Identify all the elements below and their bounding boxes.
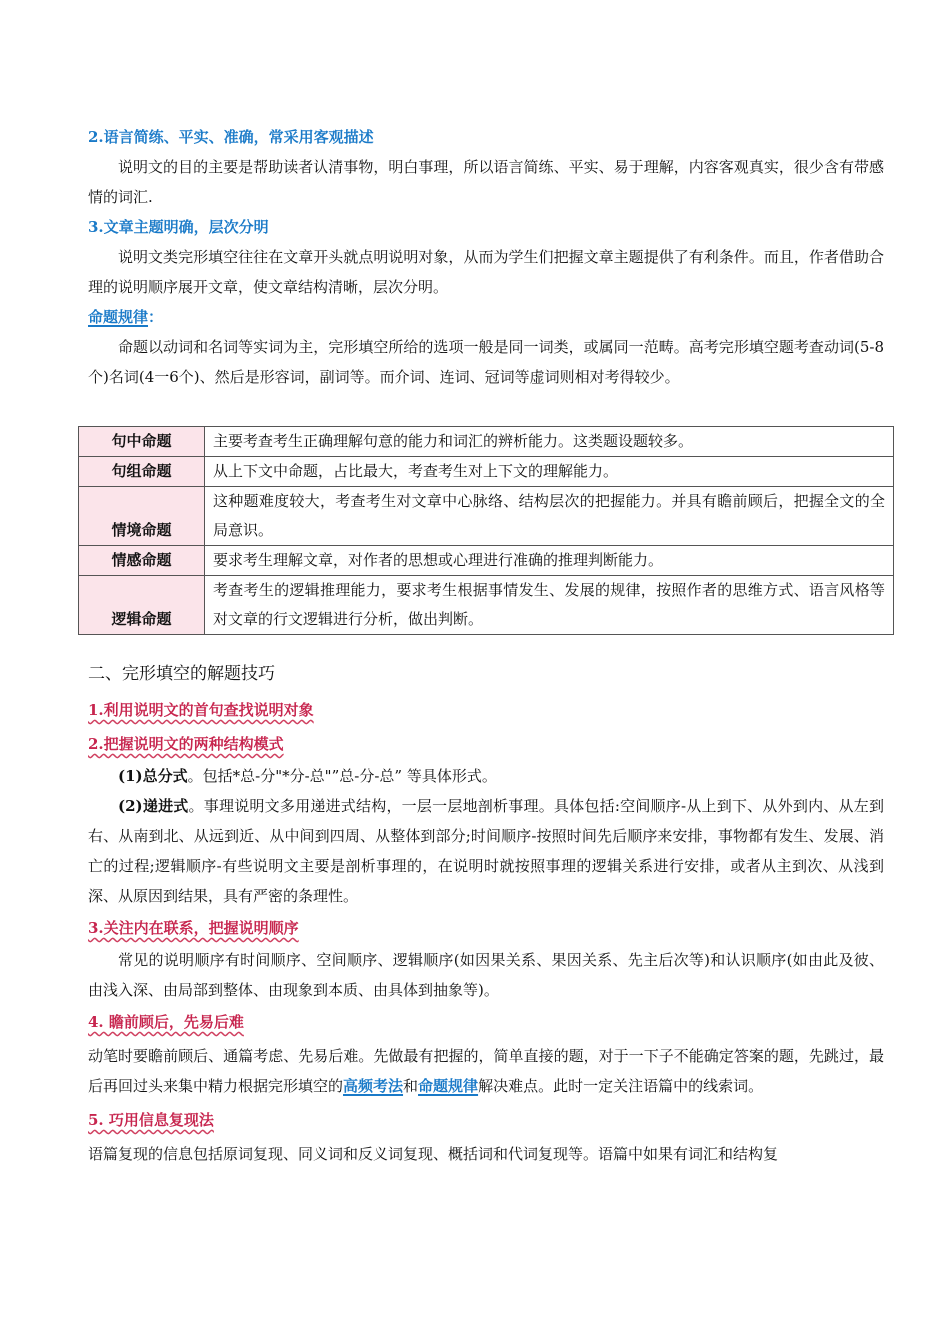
row-label: 情感命题 <box>79 546 205 576</box>
structure-item-2 <box>88 791 884 911</box>
item-1-text: 。包括*总-分"*分-总"”总-分-总” 等具体形式。 <box>187 767 497 785</box>
tip-5-heading: 5. 巧用信息复现法 <box>88 1111 214 1129</box>
item-2-text: 。事理说明文多用递进式结构，一层一层地剖析事理。具体包括:空间顺序-从上到下、从外到内、从左到右、从南到北、从远到近、从中间到四周、从整体到部分;时间顺序-按照时间先后顺序来安排，事物都有发生、发展、消亡的过程;逻辑顺序-有些说明文主要是剖析事理的，在说明时就按照事理的逻辑关系进行安排，或者从主到次、从浅到深、从原因到结果，具有严密的条理性。 <box>88 797 884 905</box>
heading-language-concise: 2.语言简练、平实、准确，常采用客观描述 <box>88 128 374 146</box>
table-row <box>79 457 894 487</box>
rule-heading-row <box>88 302 884 332</box>
tip-4-heading: 4. 瞻前顾后，先易后难 <box>88 1013 244 1031</box>
heading-theme-clear: 3.文章主题明确，层次分明 <box>88 218 269 236</box>
table-row <box>79 487 894 546</box>
link-rules[interactable]: 命题规律 <box>418 1077 479 1095</box>
strategy-text-a: 动笔时要瞻前顾后、通篇考虑、先易后难。先做最有把握的，简单直接的题，对于一下子不能确定答案的题，先跳过，最后再回过头来集中精力根据完形填空的 <box>88 1047 884 1095</box>
paragraph-strategy <box>88 1041 884 1101</box>
tip-1-heading: 1.利用说明文的首句查找说明对象 <box>88 701 314 719</box>
row-label: 句组命题 <box>79 457 205 487</box>
table-row <box>79 546 894 576</box>
row-desc: 这种题难度较大，考查考生对文章中心脉络、结构层次的把握能力。并具有瞻前顾后，把握全文的全局意识。 <box>205 487 894 546</box>
tip-3-heading: 3.关注内在联系，把握说明顺序 <box>88 919 299 937</box>
paragraph-theme: 说明文类完形填空往往在文章开头就点明说明对象，从而为学生们把握文章主题提供了有利条件。而且，作者借助合理的说明顺序展开文章，使文章结构清晰，层次分明。 <box>88 248 884 296</box>
table-row <box>79 576 894 635</box>
paragraph-recurrence: 语篇复现的信息包括原词复现、同义词和反义词复现、概括词和代词复现等。语篇中如果有词汇和结构复 <box>88 1145 779 1163</box>
row-label: 句中命题 <box>79 427 205 457</box>
paragraph-rule: 命题以动词和名词等实词为主，完形填空所给的选项一般是同一词类，或属同一范畴。高考完形填空题考查动词(5-8个)名词(4一6个)、然后是形容词，副词等。而介词、连词、冠词等虚词则相对考得较少。 <box>88 338 884 386</box>
row-desc: 考查考生的逻辑推理能力，要求考生根据事情发生、发展的规律，按照作者的思维方式、语言风格等对文章的行文逻辑进行分析，做出判断。 <box>205 576 894 635</box>
strategy-text-b: 解决难点。此时一定关注语篇中的线索词。 <box>478 1077 764 1095</box>
table-row <box>79 427 894 457</box>
row-label: 情境命题 <box>79 487 205 546</box>
row-label: 逻辑命题 <box>79 576 205 635</box>
tip-2-heading: 2.把握说明文的两种结构模式 <box>88 735 284 753</box>
link-high-frequency[interactable]: 高频考法 <box>343 1077 404 1095</box>
paragraph-order: 常见的说明顺序有时间顺序、空间顺序、逻辑顺序(如因果关系、果因关系、先主后次等)和认识顺序(如由此及彼、由浅入深、由局部到整体、由现象到本质、由具体到抽象等)。 <box>88 951 884 999</box>
row-desc: 从上下文中命题，占比最大，考查考生对上下文的理解能力。 <box>205 457 894 487</box>
rule-colon: ： <box>148 308 164 326</box>
item-1-label: (1)总分式 <box>118 767 188 785</box>
item-2-label: (2)递进式 <box>118 797 189 815</box>
heading-rule: 命题规律 <box>88 308 149 326</box>
section-title-techniques: 二、完形填空的解题技巧 <box>88 664 275 684</box>
structure-item-1 <box>88 761 884 791</box>
strategy-and: 和 <box>403 1077 419 1095</box>
question-type-table <box>78 426 894 635</box>
row-desc: 主要考查考生正确理解句意的能力和词汇的辨析能力。这类题设题较多。 <box>205 427 894 457</box>
paragraph-language: 说明文的目的主要是帮助读者认清事物，明白事理，所以语言简练、平实、易于理解，内容客观真实，很少含有带感情的词汇. <box>88 158 884 206</box>
row-desc: 要求考生理解文章，对作者的思想或心理进行准确的推理判断能力。 <box>205 546 894 576</box>
